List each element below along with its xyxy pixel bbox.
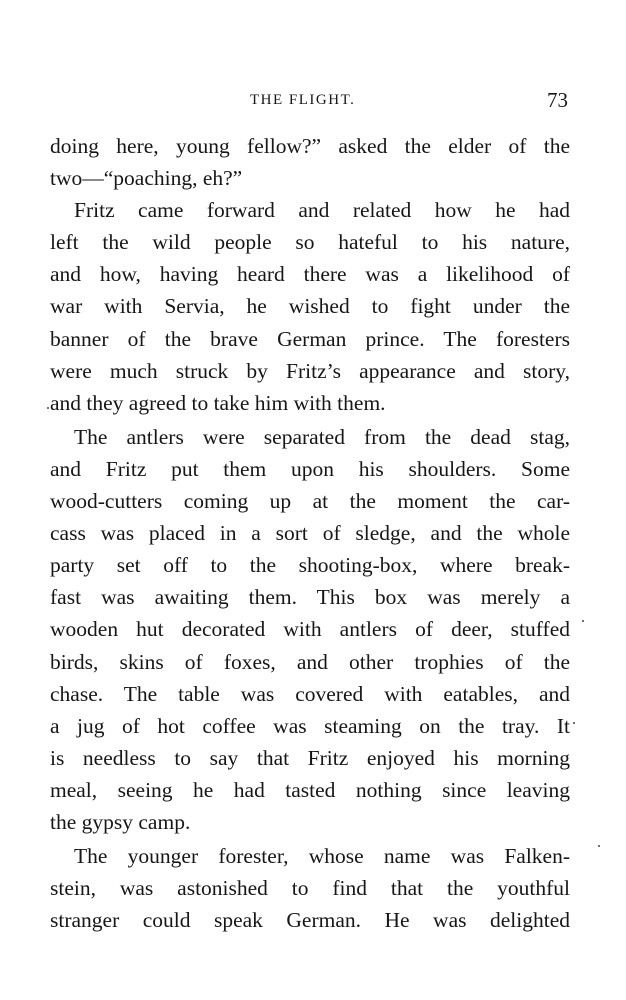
text-line: banner of the brave German prince. The foresters [50, 326, 570, 351]
paragraph-2 [50, 194, 570, 419]
text-line: a jug of hot coffee was steaming on the tray. It [50, 713, 570, 738]
text-line: chase. The table was covered with eatables, and [50, 681, 570, 706]
scan-speck [573, 722, 575, 724]
text-line: were much struck by Fritz’s appearance and story, [50, 358, 570, 383]
scan-speck [47, 407, 49, 409]
scan-speck [598, 845, 600, 847]
text-line: stein, was astonished to find that the youthful [50, 876, 570, 901]
text-line: is needless to say that Fritz enjoyed his morning [50, 745, 570, 770]
page-number: 73 [547, 88, 568, 112]
text-line: the gypsy camp. [50, 809, 191, 834]
text-line: The antlers were separated from the dead stag, [74, 424, 570, 449]
text-line: war with Servia, he wished to fight under the [50, 294, 570, 319]
text-line: two—“poaching, eh?” [50, 166, 243, 191]
text-line: The younger forester, whose name was Falken- [74, 844, 570, 869]
running-head [50, 88, 570, 114]
text-line: birds, skins of foxes, and other trophies of the [50, 649, 570, 674]
text-line: meal, seeing he had tasted nothing since leaving [50, 777, 570, 802]
text-line: stranger could speak German. He was delighted [50, 908, 570, 933]
scan-speck [582, 620, 584, 622]
paragraph-1 [50, 130, 570, 194]
text-line: party set off to the shooting-box, where break- [50, 553, 570, 578]
text-line: Fritz came forward and related how he had [74, 198, 570, 223]
text-line: and Fritz put them upon his shoulders. Some [50, 456, 570, 481]
text-line: left the wild people so hateful to his nature, [50, 230, 570, 255]
text-line: doing here, young fellow?” asked the elder of the [50, 134, 570, 158]
text-line: cass was placed in a sort of sledge, and the whole [50, 521, 570, 546]
body-text [50, 130, 570, 936]
text-line: wood-cutters coming up at the moment the car- [50, 489, 570, 514]
text-line: fast was awaiting them. This box was merely a [50, 585, 570, 610]
paragraph-4 [50, 840, 570, 936]
text-line: and they agreed to take him with them. [50, 390, 386, 415]
text-line: wooden hut decorated with antlers of deer, stuffed [50, 617, 570, 642]
text-line: and how, having heard there was a likelihood of [50, 262, 570, 287]
running-title: THE FLIGHT. [250, 92, 356, 108]
paragraph-3 [50, 421, 570, 838]
